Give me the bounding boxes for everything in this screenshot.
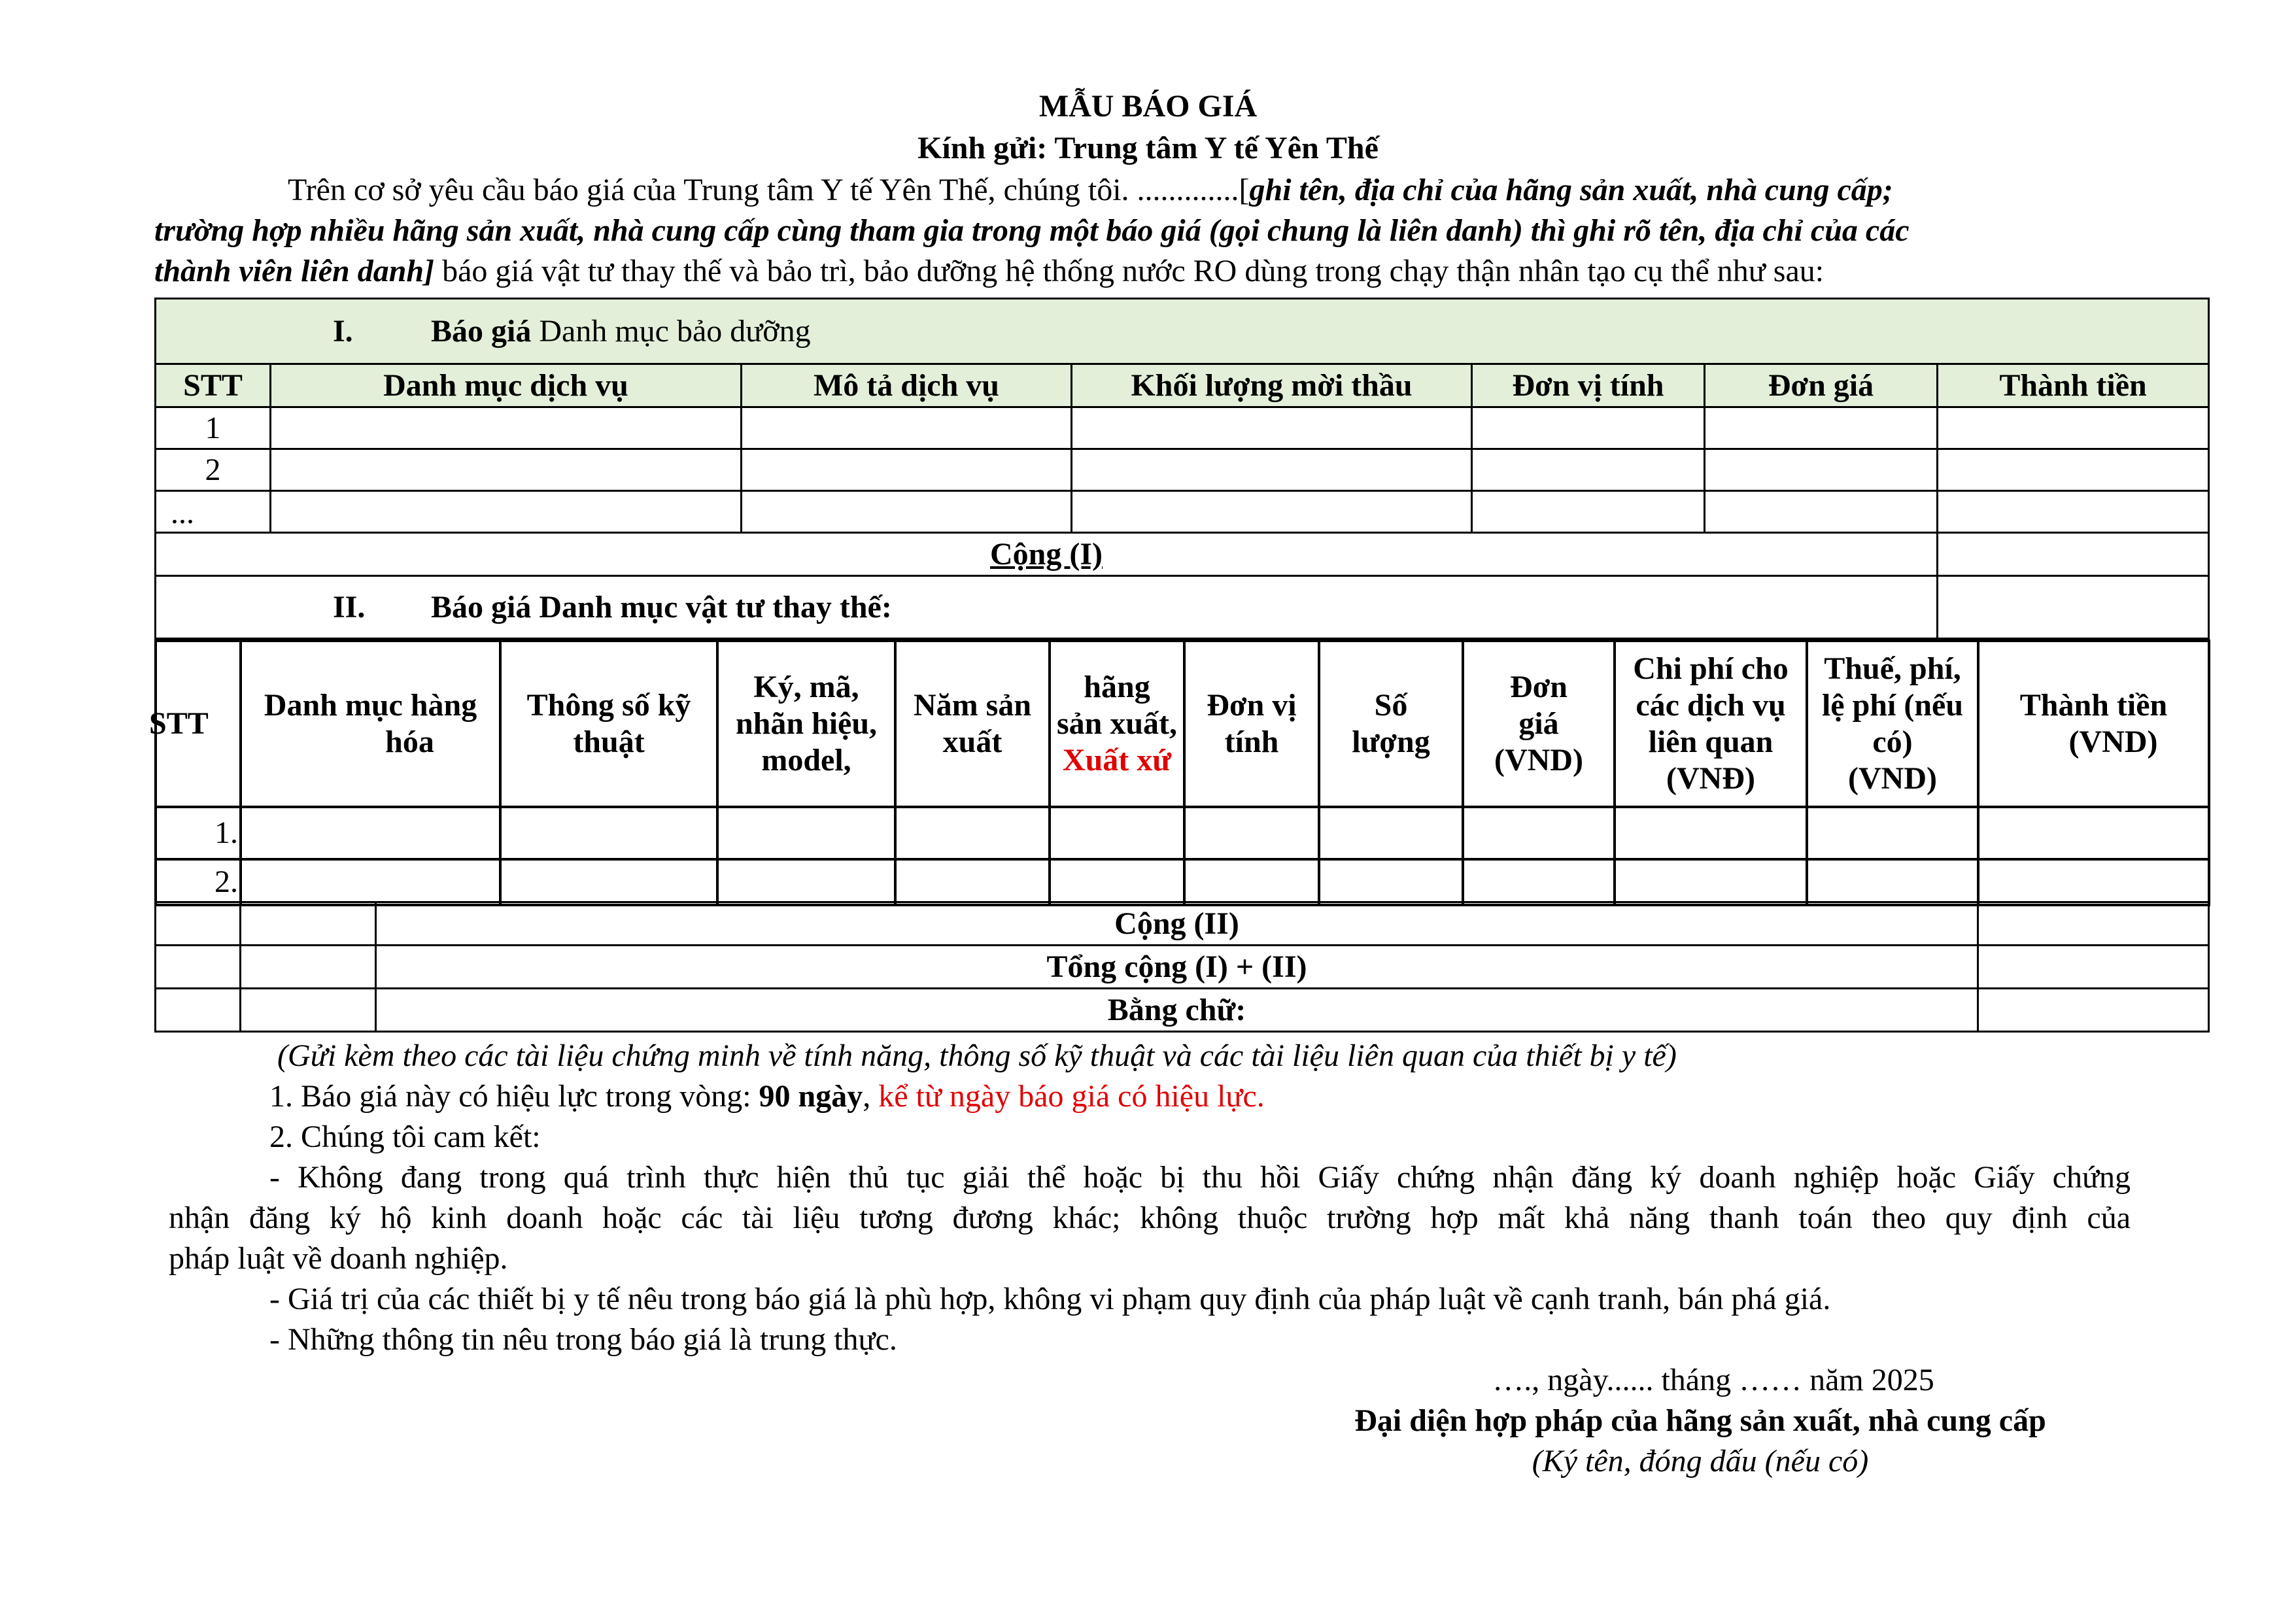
recipient-line: Kính gửi: Trung tâm Y tế Yên Thế: [917, 131, 1379, 165]
section-1-total-label: Cộng (I): [156, 533, 1938, 576]
section-1-title-cell: [156, 299, 2209, 364]
intro-line-1: [288, 170, 1893, 211]
section-2-number: II.: [333, 589, 366, 624]
commitment-1-line-2: nhận đăng ký hộ kinh doanh hoặc các tài liệu tương đương khác; không thuộc trường hợp mất khả năng thanh toán theo quy định của: [169, 1201, 2131, 1235]
section-2-title-row: [156, 576, 2209, 639]
in-words-row: [156, 989, 2209, 1032]
totals-table: [154, 901, 2210, 1033]
commitment-1-line-3: pháp luật về doanh nghiệp.: [169, 1241, 508, 1276]
intro-line-3: [154, 251, 1824, 292]
attachment-note: (Gửi kèm theo các tài liệu chứng minh về tính năng, thông số kỹ thuật và các tài liệu liên quan của thiết bị y tế): [277, 1038, 1677, 1073]
grand-total-label: Tổng cộng (I) + (II): [376, 946, 1978, 989]
service-table: [154, 298, 2210, 640]
section-2-title: Báo giá Danh mục vật tư thay thế:: [431, 589, 892, 624]
table-row: [156, 859, 2209, 905]
section-1-title-rest: Danh mục bảo dưỡng: [531, 313, 811, 349]
header-quantity: Số lượng: [1319, 641, 1463, 807]
header-unit-price: Đơn giá: [1705, 364, 1938, 407]
header-goods: Danh mục hàng hóa: [241, 641, 500, 807]
validity-days: 90 ngày: [759, 1079, 863, 1114]
header-taxes: Thuế, phí, lệ phí (nếu có) (VND): [1807, 641, 1978, 807]
header-unit-price: Đơn giá (VND): [1463, 641, 1615, 807]
commitment-heading: 2. Chúng tôi cam kết:: [269, 1119, 541, 1154]
document-title: MẪU BÁO GIÁ: [1038, 89, 1258, 124]
header-unit: Đơn vị tính: [1472, 364, 1705, 407]
header-service: Danh mục dịch vụ: [271, 364, 742, 407]
intro-text-4: thành viên liên danh]: [154, 254, 435, 288]
supplies-table: [149, 640, 2210, 906]
section-1-total-row: [156, 533, 2209, 576]
row-number: 1.: [156, 807, 241, 859]
table-row: [156, 449, 2209, 491]
section-2-title-cell: [156, 576, 1938, 639]
section-1-title-bold: Báo giá: [431, 313, 532, 349]
origin-label: Xuất xứ: [1062, 743, 1172, 777]
header-manufacturer: hãng sản xuất, Xuất xứ: [1050, 641, 1184, 807]
commitment-1-line-1: - Không đang trong quá trình thực hiện thủ tục giải thể hoặc bị thu hồi Giấy chứng nhận đăng ký doanh nghiệp hoặc Giấy chứng: [269, 1160, 2131, 1195]
section-1-header-row: [156, 364, 2209, 407]
section-2-header-row: [156, 641, 2209, 807]
header-specs: Thông số kỹ thuật: [500, 641, 717, 807]
header-total: Thành tiền (VND): [1978, 641, 2209, 807]
intro-line-2: trường hợp nhiều hãng sản xuất, nhà cung cấp cùng tham gia trong một báo giá (gọi chung là liên danh) thì ghi rõ tên, địa chỉ của các: [154, 213, 1910, 248]
commitment-2: - Giá trị của các thiết bị y tế nêu trong báo giá là phù hợp, không vi phạm quy định của pháp luật về cạnh tranh, bán phá giá.: [269, 1282, 1831, 1316]
header-year: Năm sản xuất: [895, 641, 1050, 807]
grand-total-row: [156, 946, 2209, 989]
row-number: 1: [156, 407, 271, 449]
validity-line: 1. Báo giá này có hiệu lực trong vòng: 90 ngày, kể từ ngày báo giá có hiệu lực.: [269, 1079, 1265, 1114]
section-1-number: I.: [333, 313, 353, 349]
table-row: [156, 407, 2209, 449]
signature-date: …., ngày...... tháng …… năm 2025: [1492, 1363, 1934, 1397]
table-row: [156, 491, 2209, 533]
row-number: 2: [156, 449, 271, 491]
intro-text-1: Trên cơ sở yêu cầu báo giá của Trung tâm Y tế Yên Thế, chúng tôi. .............[: [288, 173, 1250, 207]
table-row: [156, 807, 2209, 859]
intro-text-2: ghi tên, địa chỉ của hãng sản xuất, nhà cung cấp;: [1249, 173, 1893, 207]
row-number: ...: [156, 491, 271, 533]
header-model: Ký, mã, nhãn hiệu, model,: [717, 641, 895, 807]
header-volume: Khối lượng mời thầu: [1072, 364, 1472, 407]
header-amount: Thành tiền: [1938, 364, 2209, 407]
signature-note: (Ký tên, đóng dấu (nếu có): [1532, 1444, 1869, 1478]
header-stt: STT: [156, 364, 271, 407]
intro-text-5: báo giá vật tư thay thế và bảo trì, bảo dưỡng hệ thống nước RO dùng trong chạy thận nhân tạo cụ thể như sau:: [434, 254, 1825, 288]
header-description: Mô tả dịch vụ: [742, 364, 1072, 407]
header-service-costs: Chi phí cho các dịch vụ liên quan (VNĐ): [1615, 641, 1807, 807]
row-number: 2.: [156, 859, 241, 905]
in-words-label: Bằng chữ:: [376, 989, 1978, 1032]
validity-suffix: kể từ ngày báo giá có hiệu lực.: [878, 1079, 1265, 1114]
sum-label: Cộng (II): [376, 902, 1978, 946]
header-stt: STT: [156, 641, 241, 807]
commitment-3: - Những thông tin nêu trong báo giá là trung thực.: [269, 1322, 897, 1357]
signature-title: Đại diện hợp pháp của hãng sản xuất, nhà cung cấp: [1354, 1403, 2046, 1438]
header-unit: Đơn vị tính: [1184, 641, 1319, 807]
sum-row: [156, 902, 2209, 946]
